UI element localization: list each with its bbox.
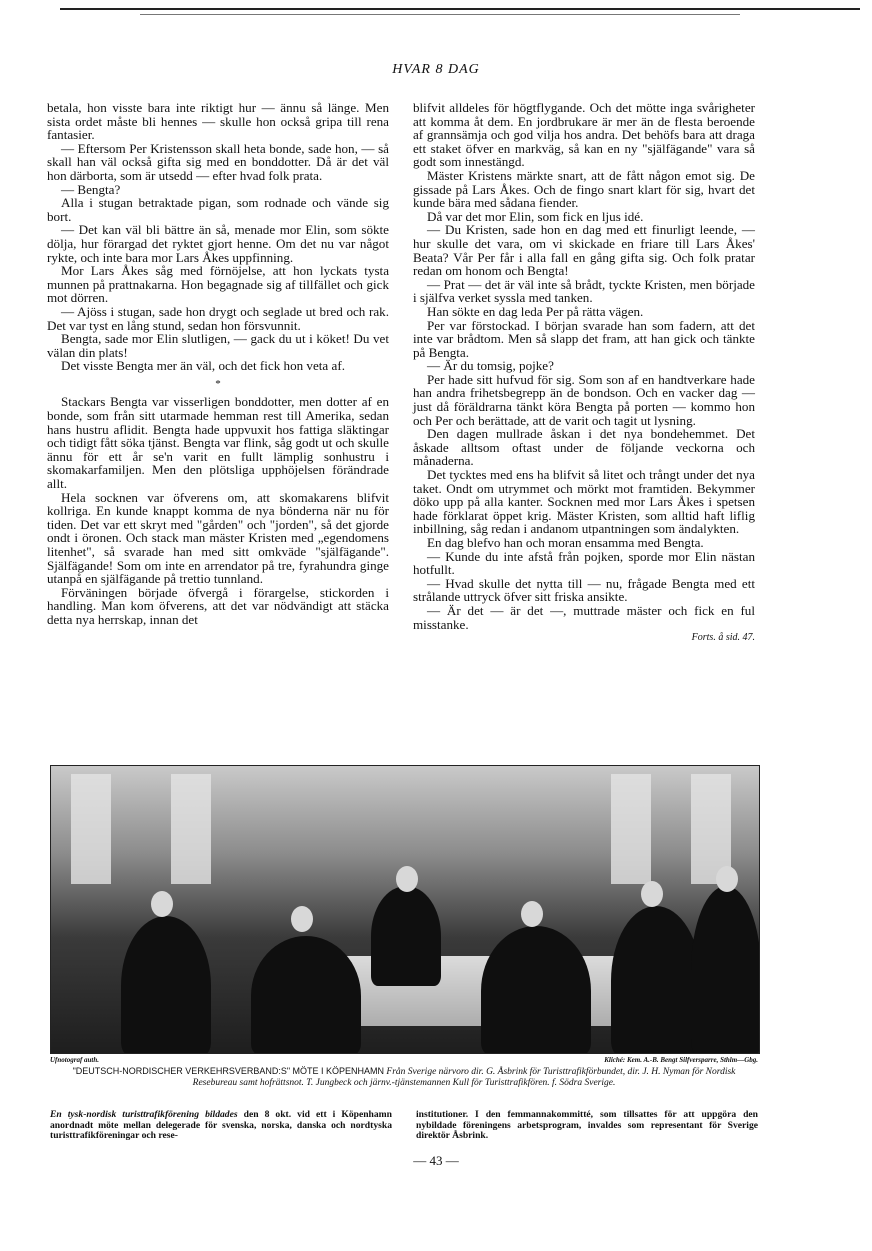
paragraph: — Hvad skulle det nytta till — nu, frågade Bengta med ett strålande uttryck öfver sitt friska ansikte. bbox=[413, 575, 755, 605]
top-rule-thin bbox=[140, 14, 740, 15]
guest-face bbox=[151, 891, 173, 917]
continued-note: Forts. å sid. 47. bbox=[691, 632, 755, 644]
paragraph: — Bengta? bbox=[61, 181, 121, 197]
paragraph: — Prat — det är väl inte så brådt, tyckte Kristen, men började i själfva verket syssla med tanken. bbox=[413, 276, 755, 306]
window-shape bbox=[171, 774, 211, 884]
paragraph: Då var det mor Elin, som fick en ljus idé. bbox=[427, 208, 644, 224]
guest-face bbox=[521, 901, 543, 927]
guest-face bbox=[716, 866, 738, 892]
caption-title: "DEUTSCH-NORDISCHER VERKEHRSVERBAND:S" MÖTE I KÖPENHAMN bbox=[72, 1066, 385, 1076]
paragraph: — Ajöss i stugan, sade hon drygt och seglade ut bred och rak. Det var tyst en lång stund, sedan hon försvunnit. bbox=[47, 303, 389, 333]
section-divider: * bbox=[215, 377, 221, 390]
page-number: — 43 — bbox=[413, 1153, 459, 1168]
guest-face bbox=[641, 881, 663, 907]
guest-figure bbox=[481, 926, 591, 1054]
note-text: den 8 okt. vid ett i Köpenhamn anordnadt möte mellan delegerade för svenska, norska, danska och nordtyska turisttrafikföreningar och rese- bbox=[50, 1109, 393, 1141]
left-column bbox=[47, 101, 389, 627]
photo-credit: Ufnotograf auth. bbox=[50, 1056, 100, 1064]
guest-figure bbox=[251, 936, 361, 1054]
note-lead: En tysk-nordisk turisttrafikförening bildades bbox=[50, 1109, 238, 1120]
paragraph: — Eftersom Per Kristensson skall heta bonde, sade hon, — så skall han väl också gifta sig med en bonddotter. Då är det väl hon därborta, som är utsedd — efter hvad folk prata. bbox=[47, 140, 389, 183]
paragraph: — Du Kristen, sade hon en dag med ett finurligt leende, — hur skulle det vara, om vi skickade en friare till Lars Åkes' Beata? Vår Per får i alla fall en gång gifta sig. Och folk pratar redan om honom och Bengta! bbox=[413, 222, 755, 279]
guest-face bbox=[396, 866, 418, 892]
paragraph: Förväningen började öfvergå i förargelse, stickorden i handling. Man kom öfverens, att det var nödvändigt att stäcka detta nya herrskap, innan det bbox=[47, 584, 389, 627]
news-note-left bbox=[50, 1110, 392, 1142]
top-rule bbox=[60, 8, 860, 10]
paragraph: Mäster Kristens märkte snart, att de fått någon emot sig. De gissade på Lars Åkes. Och de fingo snart klart för sig, hvart det kunde bära med sådana fiender. bbox=[413, 167, 755, 211]
paragraph: En dag blefvo han och moran ensamma med Bengta. bbox=[427, 535, 704, 550]
window-shape bbox=[611, 774, 651, 884]
paragraph: — Är du tomsig, pojke? bbox=[427, 358, 554, 374]
paragraph: Hela socknen var öfverens om, att skomakarens blifvit kollriga. En kunde knappt komma de nya bönderna när nu för tiden. Det var ett skryt med "gården" och "jorden", så det gjorde ondt i öronen. Och stack man mäster Kristen med „egendomens litenhet", så svarade han med sitt omkväde "själfägande". Själfägande! Som om inte en arrendator på tre, fyrahundra ginge utanpå en själfägande på trettio tunnland. bbox=[47, 489, 389, 587]
paragraph: Den dagen mullrade åskan i det nya bondehemmet. Det åskade alltsom oftast under de följande veckorna och månaderna. bbox=[413, 426, 755, 469]
guest-figure bbox=[691, 886, 760, 1054]
paragraph: Mor Lars Åkes såg med förnöjelse, att hon lyckats tysta munnen på prattnakarna. Hon begagnade sig af tillfället och gick mot dörren. bbox=[47, 263, 389, 306]
paragraph: Per var förstockad. I början svarade han som fadern, att det inte var brådtom. Men så slapp det fram, att han gick och tänkte på Bengta. bbox=[413, 317, 755, 360]
paragraph: — Det kan väl bli bättre än så, menade mor Elin, som sökte dölja, hur förargad det ryktet gjort henne. Om det nu var något rykte, och inte bara mor Lars Åkes uppfinning. bbox=[47, 222, 389, 265]
paragraph: Bengta, sade mor Elin slutligen, — gack du ut i köket! Du vet välan din plats! bbox=[47, 331, 389, 360]
right-column bbox=[413, 101, 755, 645]
window-shape bbox=[71, 774, 111, 884]
caption-text: Från Sverige närvoro dir. G. Åsbrink för Turisttrafikförbundet, dir. J. H. Nyman för Nordisk Resebureau samt hofrättsnot. T. Jungbeck och järnv.-tjänstemannen Kull för Turisttrafikfören. f. Södra Sverige. bbox=[192, 1067, 736, 1088]
paragraph: Det tycktes med ens ha blifvit så litet och trångt under det nya taket. Ondt om utrymmet och mörkt mot framtiden. Bekymmer döko upp på alla kanter. Socknen med mor Lars Åkes i spetsen hade förklarat öppet krig. Mäster Kristen, som alltid haft liflig inbillning, såg redan i andanom utpantningen som ändalykten. bbox=[413, 467, 755, 537]
paragraph: betala, hon visste bara inte riktigt hur — ännu så länge. Men sista ordet måste bli hennes — skulle hon också gripa till rena fantasier. bbox=[47, 100, 389, 143]
guest-face bbox=[291, 906, 313, 932]
banquet-photo bbox=[50, 765, 760, 1054]
page-header: HVAR 8 DAG bbox=[392, 62, 480, 77]
paragraph: Det visste Bengta mer än väl, och det fick hon veta af. bbox=[61, 358, 345, 374]
guest-figure bbox=[611, 906, 701, 1054]
guest-figure bbox=[371, 886, 441, 986]
paragraph: blifvit alldeles för högtflygande. Och det mötte inga svårigheter att komma åt dem. En jordbrukare är mer än de flesta beroende af grannsämja och god vilja hos andra. Det behöfs bara att draga ett staket öfver en markväg, så kan en ny "själfägande" vara så godt som innestängd. bbox=[413, 100, 755, 170]
paragraph: Alla i stugan betraktade pigan, som rodnade och vände sig bort. bbox=[47, 195, 389, 224]
paragraph: Stackars Bengta var visserligen bonddotter, men dotter af en bonde, som från sitt utarmade hemman rest till Amerika, sedan hans hustru aflidit. Bengta hade uppvuxit hos fattiga släktingar och tidigt fått söka tjänst. Bengta var flink, såg godt ut och skulle ännu för ett år se'n varit en fullt lämplig sonhustru i skomakarfamiljen. Men den plötsliga upphöjelsen förändrade allt. bbox=[47, 394, 389, 492]
paragraph: — Är det — är det —, muttrade mäster och fick en ful misstanke. bbox=[413, 602, 755, 632]
paragraph: — Kunde du inte afstå från pojken, sporde mor Elin nästan hotfullt. bbox=[413, 548, 755, 578]
news-note-right: institutioner. I den femmannakommitté, som tillsattes för att uppgöra den nybildade föreningens arbetsprogram, invaldes som representant för Sverige direktör Åsbrink. bbox=[416, 1109, 758, 1141]
paragraph: Han sökte en dag leda Per på rätta vägen. bbox=[427, 303, 644, 319]
paragraph: Per hade sitt hufvud för sig. Som son af en handtverkare hade han andra frihetsbegrepp än de bondson. Och en vacker dag — just då föräldrarna tänkt köra Bengta på porten — kommo hon och Per och berättade, att de varit och tagit ut lysning. bbox=[413, 371, 755, 428]
photo-caption bbox=[50, 1066, 758, 1088]
cliche-credit: Kliché: Kem. A.-B. Bengt Silfversparre, Sthlm—Gbg. bbox=[604, 1056, 758, 1064]
guest-figure bbox=[121, 916, 211, 1054]
